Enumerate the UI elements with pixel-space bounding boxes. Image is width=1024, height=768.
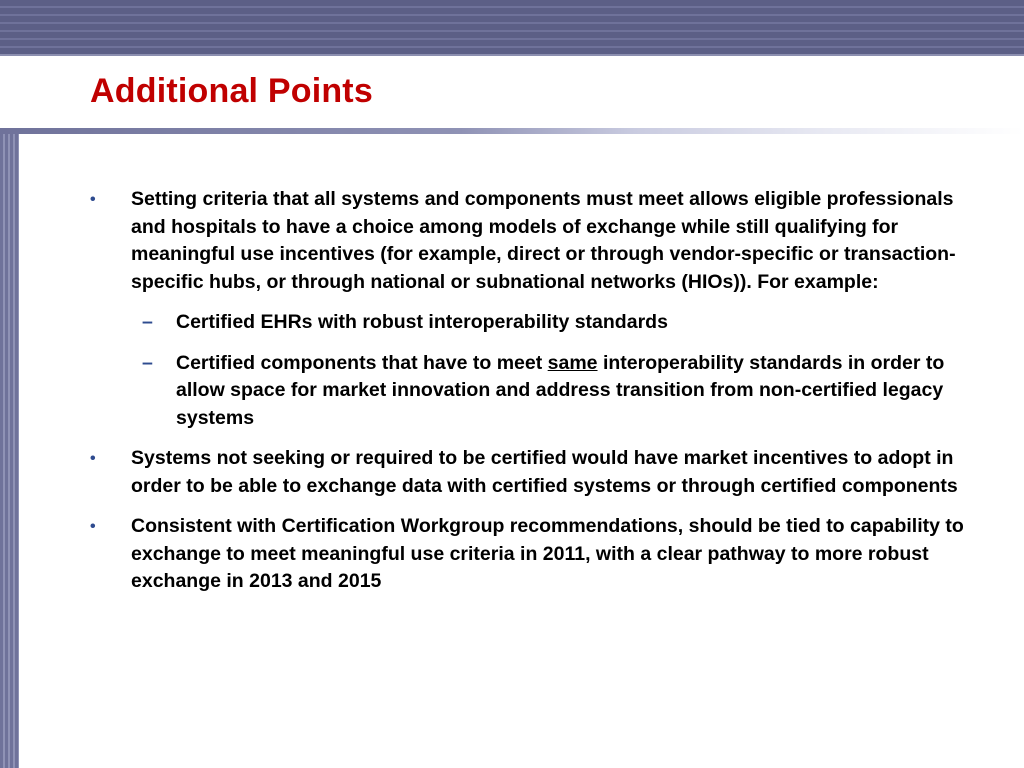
sub-bullet-text: Certified EHRs with robust interoperability standards [176, 311, 668, 333]
left-decorative-bar [0, 134, 19, 768]
bullet-item [90, 186, 990, 296]
bullet-item [90, 513, 990, 596]
bullet-text: Consistent with Certification Workgroup recommendations, should be tied to capability to exchange to meet meaningful use criteria in 2011, with a clear pathway to more robust exchange in 2013 and 2015 [131, 515, 964, 592]
sub-bullet-item [90, 309, 990, 337]
bullet-text: Systems not seeking or required to be certified would have market incentives to adopt in order to be able to exchange data with certified systems or through certified components [131, 447, 958, 497]
top-header-band [0, 0, 1024, 56]
underlined-word: same [547, 351, 598, 374]
sub-bullet-item [90, 350, 990, 433]
sub-bullet-text-end: interoperability standards in order to allow space for market innovation and address transition from non-certified legacy systems [176, 351, 945, 429]
sub-bullet-marker: – [142, 311, 153, 333]
slide-body [90, 186, 990, 609]
bullet-marker: • [90, 518, 96, 535]
slide-title: Additional Points [90, 72, 373, 110]
bullet-marker: • [90, 191, 96, 208]
bullet-marker: • [90, 450, 96, 467]
sub-bullet-text-start: Certified components that have to meet [176, 351, 548, 374]
bullet-text: Setting criteria that all systems and components must meet allows eligible professionals and hospitals to have a choice among models of exchange while still qualifying for meaningful use incentives (for example, direct or through vendor-specific or transaction-specific hubs, or through national or subnational networks (HIOs)). For example: [131, 188, 956, 293]
sub-bullet-marker: – [142, 351, 153, 374]
title-divider [0, 128, 1024, 134]
bullet-item [90, 445, 990, 500]
